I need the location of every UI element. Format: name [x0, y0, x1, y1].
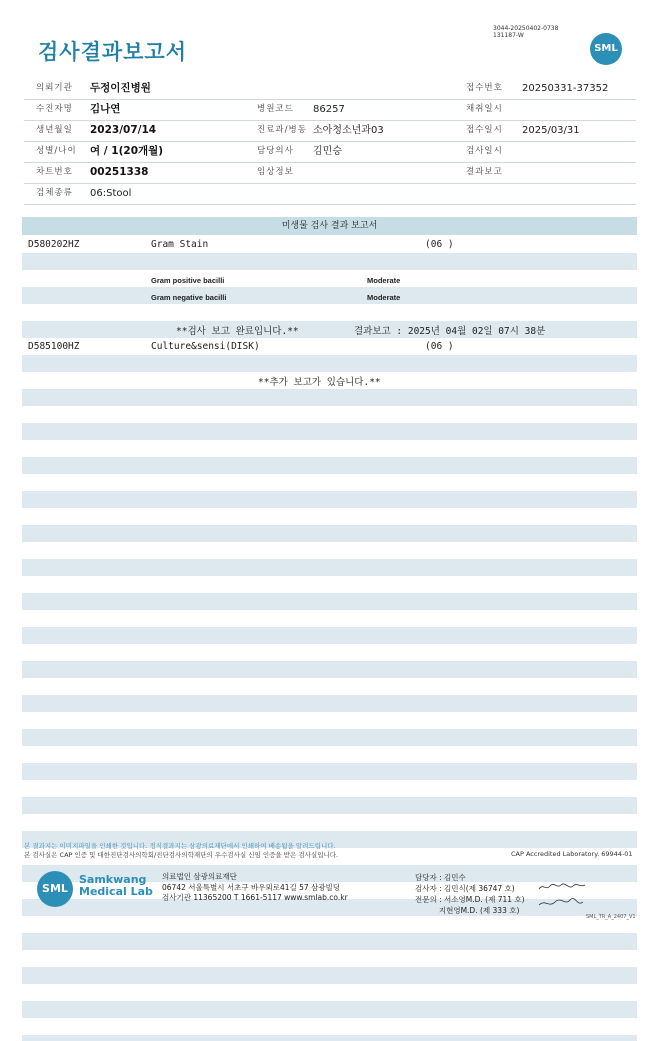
staff-tester: 검사자 : 김민식(제 36747 호)	[415, 884, 515, 893]
test2-code: D585100HZ	[28, 341, 80, 352]
receipt-date-value: 2025/03/31	[522, 125, 580, 136]
row-band	[22, 967, 637, 984]
report-title: 검사결과보고서	[38, 40, 188, 64]
staff-specialist-2: 지현영M.D. (제 333 호)	[415, 906, 520, 915]
report-label: 결과보고	[466, 167, 503, 177]
signature-1	[537, 881, 587, 893]
footer-street-address: 06742 서울특별시 서초구 바우뫼로41길 57 삼광빌딩	[162, 882, 341, 892]
document-code	[493, 25, 558, 39]
row-band	[22, 763, 637, 780]
row-band	[22, 287, 637, 304]
document-code-line1: 3044-20250402-0738	[493, 25, 559, 32]
report-complete-message: **검사 보고 완료입니다.**	[176, 326, 299, 337]
sex-age-value: 여 / 1(20개월)	[90, 145, 164, 157]
row-band	[22, 253, 637, 270]
info-row	[24, 78, 636, 100]
hospital-code-value: 86257	[313, 104, 345, 115]
report-time: 결과보고 : 2025년 04월 02일 07시 38분	[354, 326, 546, 337]
test1-specimen: (06 )	[425, 239, 454, 250]
test-date-label: 검사일시	[466, 146, 503, 156]
row-band	[22, 933, 637, 950]
row-band	[22, 491, 637, 508]
footer-staff	[415, 872, 525, 916]
row-band	[22, 797, 637, 814]
staff-manager: 담당자 : 김민수	[415, 873, 466, 882]
dept-value: 소아청소년과03	[313, 125, 384, 136]
footer-lab-name	[79, 874, 153, 898]
info-row	[24, 162, 636, 184]
test2-name: Culture&sensi(DISK)	[151, 341, 260, 352]
document-code-line2: 131187-W	[493, 32, 524, 39]
info-row	[24, 141, 636, 163]
staff-specialist-1: 전문의 : 서소영M.D. (제 711 호)	[415, 895, 525, 904]
row-band	[22, 355, 637, 372]
gram-positive-value: Moderate	[367, 276, 401, 285]
clinical-label: 임상정보	[257, 167, 294, 177]
receipt-no-label: 접수번호	[466, 83, 503, 93]
image-print-notice: 본 결과지는 이미지파일을 인쇄한 것입니다. 정식결과지는 삼광의료재단에서 인쇄하여 배송됨을 알려드립니다.	[24, 842, 336, 850]
results-heading: 미생물 검사 결과 보고서	[22, 217, 637, 235]
specimen-value: 06:Stool	[90, 188, 132, 199]
gram-negative-value: Moderate	[367, 293, 401, 302]
receipt-no-value: 20250331-37352	[522, 83, 609, 94]
birth-value: 2023/07/14	[90, 124, 157, 136]
footer-contact: 검사기관 11365200 T 1661-5117 www.smlab.co.kr	[162, 893, 348, 902]
info-row	[24, 183, 636, 205]
footer-address	[162, 872, 348, 904]
footer-org-name: 의료법인 삼광의료재단	[162, 872, 237, 881]
sml-logo	[590, 33, 622, 65]
gram-negative-name: Gram negative bacilli	[151, 293, 227, 302]
hospital-code-label: 병원코드	[257, 104, 294, 114]
row-band	[22, 627, 637, 644]
birth-label: 생년월일	[36, 125, 73, 135]
sml-logo-text: SML	[594, 43, 618, 54]
signature-2	[537, 896, 587, 910]
institution-value: 두정이진병원	[90, 82, 151, 94]
row-band	[22, 729, 637, 746]
sex-age-label: 성별/나이	[36, 146, 77, 156]
institution-label: 의뢰기관	[36, 83, 73, 93]
row-band	[22, 593, 637, 610]
gram-positive-name: Gram positive bacilli	[151, 276, 225, 285]
collect-label: 채취일시	[466, 104, 503, 114]
row-band	[22, 559, 637, 576]
row-band	[22, 1035, 637, 1041]
doctor-value: 김민승	[313, 146, 342, 157]
form-code: SML_TR_A_2407_V1	[586, 914, 636, 920]
info-row	[24, 120, 636, 142]
test1-name: Gram Stain	[151, 239, 209, 250]
dept-label: 진료과/병동	[257, 125, 307, 135]
specimen-label: 검체종류	[36, 188, 73, 198]
row-band	[22, 457, 637, 474]
test2-specimen: (06 )	[425, 341, 454, 352]
chart-value: 00251338	[90, 166, 149, 178]
additional-report-message: **추가 보고가 있습니다.**	[258, 377, 381, 388]
info-row	[24, 99, 636, 121]
doctor-label: 담당의사	[257, 146, 294, 156]
footer-logo-mark: SML	[37, 871, 73, 907]
patient-value: 김나연	[90, 103, 121, 115]
row-band	[22, 1001, 637, 1018]
chart-label: 차트번호	[36, 167, 73, 177]
accreditation-notice: 본 검사실은 CAP 인증 및 대한진단검사의학회/진단검사의학재단의 우수검사실 신임 인증을 받은 검사실입니다.	[24, 851, 339, 859]
footer-lab-name-line1: Samkwang	[79, 873, 147, 886]
row-band	[22, 389, 637, 406]
row-band	[22, 661, 637, 678]
row-band	[22, 695, 637, 712]
footer-lab-name-line2: Medical Lab	[79, 885, 153, 898]
patient-label: 수진자명	[36, 104, 73, 114]
receipt-date-label: 접수일시	[466, 125, 503, 135]
cap-accreditation: CAP Accredited Laboratory. 69944-01	[511, 850, 633, 858]
row-band	[22, 423, 637, 440]
row-band	[22, 525, 637, 542]
test1-code: D580202HZ	[28, 239, 80, 250]
